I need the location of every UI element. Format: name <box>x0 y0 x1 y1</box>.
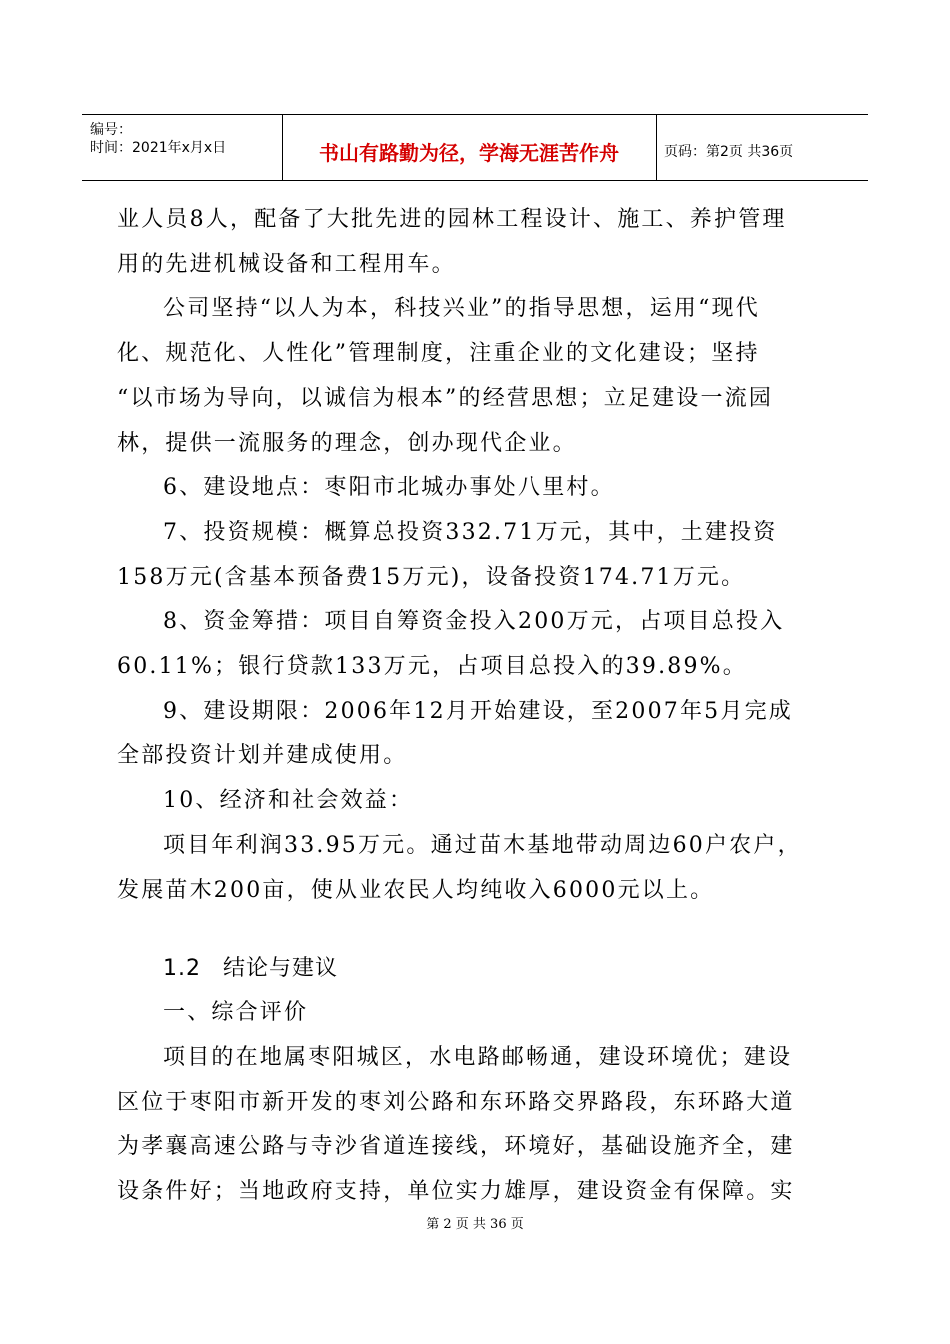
section-title: 结论与建议 <box>223 956 339 982</box>
body-line: “以市场为导向，以诚信为根本”的经营思想；立足建设一流园 <box>117 385 774 411</box>
document-body <box>117 198 835 1215</box>
body-line: 为孝襄高速公路与寺沙省道连接线，环境好，基础设施齐全，建 <box>117 1134 795 1160</box>
page-header <box>82 114 868 181</box>
document-date: 时间：2021年x月x日 <box>90 140 227 156</box>
document-number-label: 编号： <box>90 122 132 138</box>
section-spacer <box>117 913 835 947</box>
body-line: 10、经济和社会效益： <box>163 788 414 814</box>
body-line: 设条件好；当地政府支持，单位实力雄厚，建设资金有保障。实 <box>117 1179 795 1205</box>
body-line: 公司坚持“以人为本，科技兴业”的指导思想，运用“现代 <box>163 296 760 322</box>
header-page-info: 页码：第2页 共36页 <box>664 144 794 160</box>
body-line: 7、投资规模：概算总投资332.71万元，其中，土建投资 <box>163 519 778 545</box>
section-heading <box>117 947 835 991</box>
page-footer: 第 2 页 共 36 页 <box>426 1217 524 1232</box>
header-divider <box>656 115 657 180</box>
body-line: 158万元(含基本预备费15万元)，设备投资174.71万元。 <box>117 564 746 590</box>
header-meta <box>90 121 226 157</box>
body-line: 林，提供一流服务的理念，创办现代企业。 <box>117 430 577 456</box>
section-number: 1.2 <box>163 956 201 982</box>
body-line: 一、综合评价 <box>163 1000 309 1026</box>
header-motto: 书山有路勤为径，学海无涯苦作舟 <box>319 141 619 165</box>
body-line: 60.11%；银行贷款133万元，占项目总投入的39.89%。 <box>117 654 747 680</box>
body-line: 9、建设期限：2006年12月开始建设，至2007年5月完成 <box>163 698 793 724</box>
body-line: 发展苗木200亩，使从业农民人均纯收入6000元以上。 <box>117 877 715 903</box>
body-line: 化、规范化、人性化”管理制度，注重企业的文化建设；坚持 <box>117 341 760 367</box>
body-line: 项目的在地属枣阳城区，水电路邮畅通，建设环境优；建设 <box>163 1044 793 1070</box>
body-line: 业人员8人，配备了大批先进的园林工程设计、施工、养护管理 <box>117 207 787 232</box>
body-line: 用的先进机械设备和工程用车。 <box>117 251 456 277</box>
body-line: 6、建设地点：枣阳市北城办事处八里村。 <box>163 475 615 501</box>
body-line: 全部投资计划并建成使用。 <box>117 743 408 769</box>
body-line: 8、资金筹措：项目自筹资金投入200万元，占项目总投入 <box>163 609 785 635</box>
body-line: 项目年利润33.95万元。通过苗木基地带动周边60户农户， <box>163 832 802 858</box>
body-line: 区位于枣阳市新开发的枣刘公路和东环路交界路段，东环路大道 <box>117 1089 795 1115</box>
